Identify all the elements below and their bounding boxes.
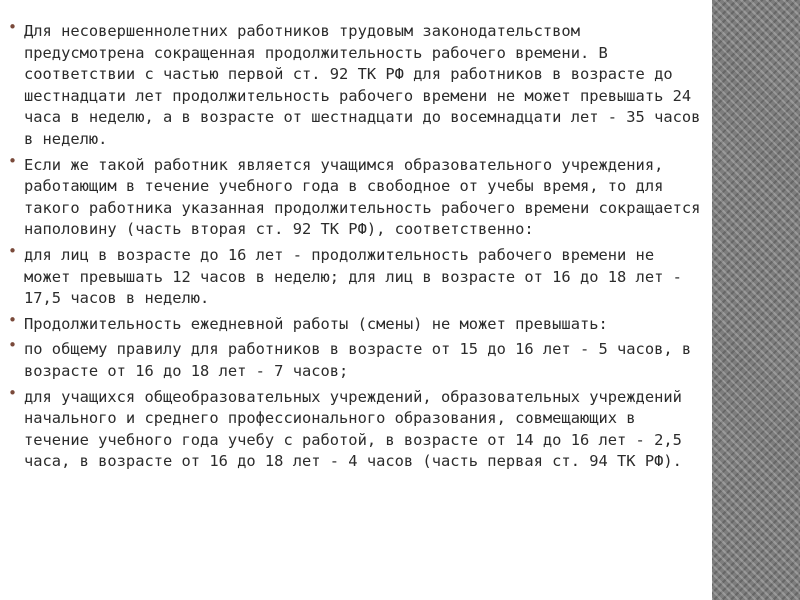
bullet-item-3: [6, 241, 706, 310]
bullet-text: для лиц в возрасте до 16 лет - продолжительность рабочего времени не может превышать 12 часов в неделю; для лиц в возрасте от 16 до 18 лет - 17,5 часов в неделю.: [24, 245, 682, 308]
bullet-text: для учащихся общеобразовательных учреждений, образовательных учреждений начального и среднего профессионального образования, совмещающих в течение учебного года учебу с работой, в возрасте от 14 до 16 лет - 2,5 часа, в возрасте от 16 до 18 лет - 4 часов (часть первая ст. 94 ТК РФ).: [24, 387, 682, 471]
bullet-list: [6, 18, 706, 477]
bullet-dot-icon: •: [8, 241, 18, 260]
bullet-item-5: [6, 336, 706, 382]
bullet-item-2: [6, 151, 706, 241]
bullet-dot-icon: •: [8, 383, 18, 402]
bullet-text: Если же такой работник является учащимся образовательного учреждения, работающим в течение учебного года в свободное от учебы время, то для такого работника указанная продолжительность рабочего времени сокращается наполовину (часть вторая ст. 92 ТК РФ), соответственно:: [24, 155, 701, 239]
bullet-item-4: [6, 310, 706, 336]
bullet-dot-icon: •: [8, 336, 18, 355]
bullet-dot-icon: •: [8, 310, 18, 329]
decorative-pattern-strip: [712, 0, 800, 600]
bullet-dot-icon: •: [8, 151, 18, 170]
bullet-dot-icon: •: [8, 18, 18, 36]
bullet-text: Продолжительность ежедневной работы (смены) не может превышать:: [24, 314, 608, 333]
bullet-item-6: [6, 383, 706, 473]
bullet-text: по общему правилу для работников в возрасте от 15 до 16 лет - 5 часов, в возрасте от 16 до 18 лет - 7 часов;: [24, 340, 692, 380]
bullet-text: Для несовершеннолетних работников трудовым законодательством предусмотрена сокращенная продолжительность рабочего времени. В соответствии с частью первой ст. 92 ТК РФ для работников в возрасте до шестнадцати лет продолжительность рабочего времени не может превышать 24 часа в неделю, а в возрасте от шестнадцати до восемнадцати лет - 35 часов в неделю.: [24, 22, 701, 148]
bullet-item-1: [6, 18, 706, 151]
